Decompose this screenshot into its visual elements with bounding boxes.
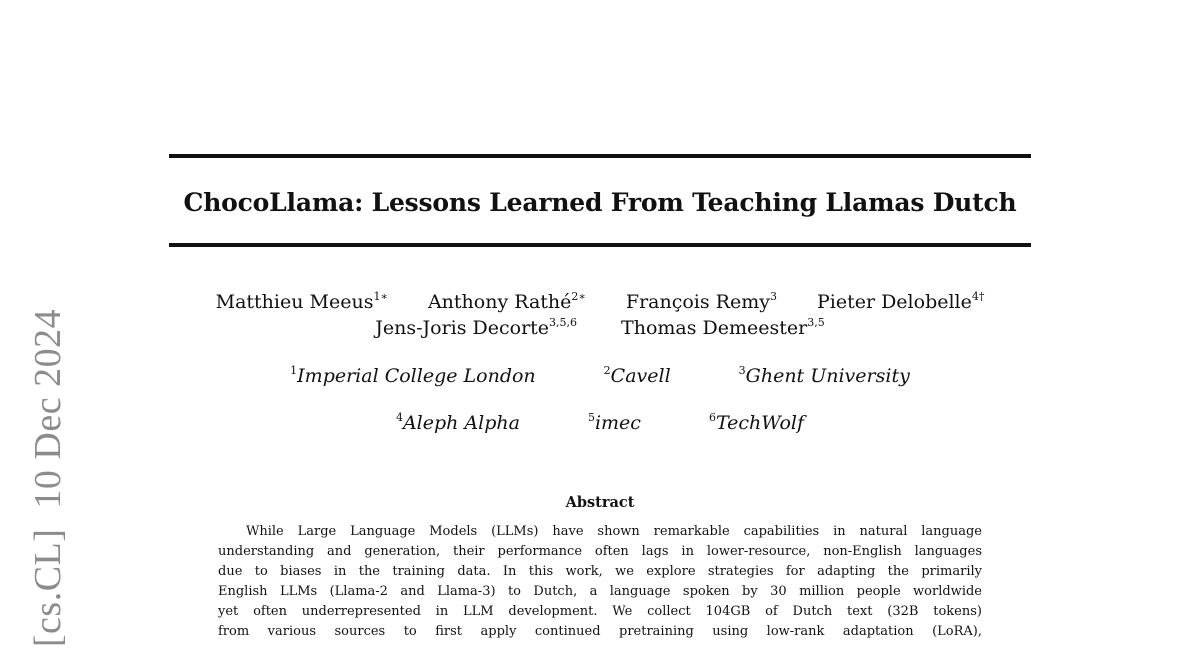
author <box>817 285 984 314</box>
author-name: Anthony Rathé <box>427 291 572 313</box>
author-list-line-1 <box>169 285 1031 314</box>
affiliation-name: Cavell <box>610 365 671 387</box>
author-name: Pieter Delobelle <box>816 291 972 313</box>
paper-title: ChocoLlama: Lessons Learned From Teaching Llamas Dutch <box>183 188 1017 217</box>
affiliation-list-line-2 <box>169 405 1031 436</box>
author <box>216 285 388 314</box>
author-affiliation-marks: 1∗ <box>373 290 388 303</box>
author-list-line-2 <box>169 311 1031 340</box>
author-name: Matthieu Meeus <box>215 291 374 313</box>
abstract-line: due to biases in the training data. In this work, we explore strategies for adapting the primarily <box>218 564 982 579</box>
abstract-line: English LLMs (Llama-2 and Llama-3) to Dutch, a language spoken by 30 million people worldwide <box>218 584 982 599</box>
affiliation-name: Aleph Alpha <box>402 412 520 434</box>
abstract-line: understanding and generation, their performance often lags in lower-resource, non-English languages <box>218 544 982 559</box>
affiliation-name: Ghent University <box>745 365 910 387</box>
author-name: Thomas Demeester <box>621 317 808 339</box>
affiliation-number: 6 <box>708 411 716 424</box>
arxiv-date: 10 Dec 2024 <box>27 308 69 509</box>
author-affiliation-marks: 2∗ <box>571 290 586 303</box>
affiliation <box>588 405 641 436</box>
affiliation <box>396 405 520 436</box>
abstract-body <box>218 522 982 642</box>
affiliation-name: Imperial College London <box>297 365 536 387</box>
affiliation-number: 1 <box>290 364 298 377</box>
affiliation-list-line-1 <box>169 358 1031 389</box>
author <box>375 311 577 340</box>
affiliation-number: 2 <box>603 364 611 377</box>
affiliation-number: 5 <box>587 411 595 424</box>
affiliation <box>739 358 910 389</box>
author-name: Jens-Joris Decorte <box>375 317 550 339</box>
author <box>428 285 586 314</box>
affiliation <box>604 358 671 389</box>
author <box>626 285 777 314</box>
abstract-line: from various sources to first apply continued pretraining using low-rank adaptation (LoRA), <box>218 624 982 639</box>
affiliation-name: imec <box>594 412 641 434</box>
affiliation-number: 3 <box>738 364 746 377</box>
arxiv-identifier-stamp <box>26 309 70 647</box>
arxiv-category: [cs.CL] <box>27 528 69 648</box>
author-affiliation-marks: 4† <box>971 290 985 303</box>
title-bottom-rule <box>169 243 1031 247</box>
author-affiliation-marks: 3,5,6 <box>549 316 578 329</box>
author <box>621 311 825 340</box>
abstract-heading: Abstract <box>565 494 635 511</box>
affiliation <box>290 358 535 389</box>
affiliation-name: TechWolf <box>715 412 805 434</box>
author-affiliation-marks: 3,5 <box>807 316 825 329</box>
abstract-line: yet often underrepresented in LLM development. We collect 104GB of Dutch text (32B tokens) <box>218 604 982 619</box>
title-top-rule <box>169 154 1031 158</box>
author-name: François Remy <box>625 291 770 313</box>
affiliation-number: 4 <box>395 411 403 424</box>
abstract-line: While Large Language Models (LLMs) have shown remarkable capabilities in natural language <box>246 524 982 539</box>
affiliation <box>709 405 804 436</box>
author-affiliation-marks: 3 <box>769 290 777 303</box>
